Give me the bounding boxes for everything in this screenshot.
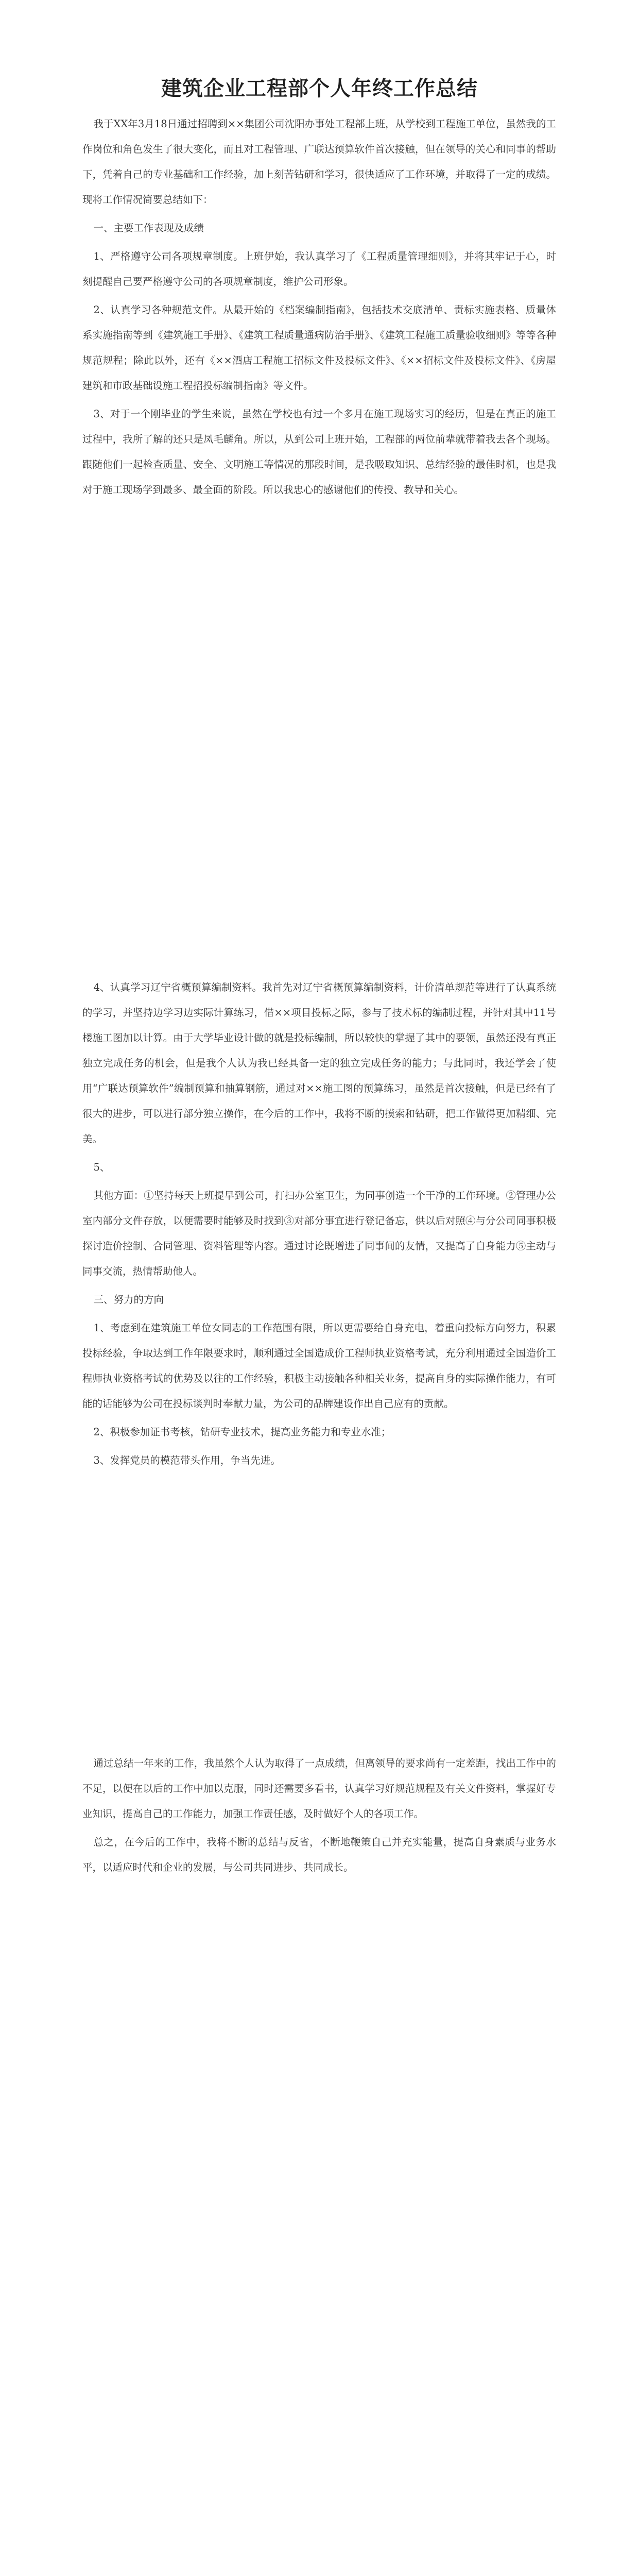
- paragraph-other: 其他方面：①坚持每天上班提早到公司，打扫办公室卫生，为同事创造一个干净的工作环境。②管理办公室内部分文件存放，以便需要时能够及时找到③对部分事宜进行登记备忘，供以后对照④与分公司同事积极探讨造价控制、合同管理、资料管理等内容。通过讨论既增进了同事间的友情，又提高了自身能力⑤主动与同事交流，热情帮助他人。: [82, 1190, 556, 1277]
- paragraph-item-1: 1、严格遵守公司各项规章制度。上班伊始，我认真学习了《工程质量管理细则》，并将其牢记于心，时刻提醒自己要严格遵守公司的各项规章制度，维护公司形象。: [82, 250, 556, 287]
- paragraph-intro: 我于XX年3月18日通过招聘到××集团公司沈阳办事处工程部上班，从学校到工程施工单位，虽然我的工作岗位和角色发生了很大变化，而且对工程管理、广联达预算软件首次接触，但在领导的关心和同事的帮助下，凭着自己的专业基础和工作经验，加上刻苦钻研和学习，很快适应了工作环境，并取得了一定的成绩。现将工作情况简要总结如下：: [82, 118, 556, 206]
- paragraph-item-4: 4、认真学习辽宁省概预算编制资料。我首先对辽宁省概预算编制资料，计价清单规范等进行了认真系统的学习，并坚持边学习边实际计算练习，借××项目投标之际，参与了技术标的编制过程，并针对其中11号楼施工图加以计算。由于大学毕业设计做的就是投标编制，所以较快的掌握了其中的要领，虽然还没有真正独立完成任务的机会，但是我个人认为我已经具备一定的独立完成任务的能力；与此同时，我还学会了使用“广联达预算软件”编制预算和抽算钢筋，通过对××施工图的预算练习，虽然是首次接触，但是已经有了很大的进步，可以进行部分独立操作，在今后的工作中，我将不断的摸索和钻研，把工作做得更加精细、完美。: [82, 981, 556, 1145]
- heading-direction: 三、努力的方向: [93, 1294, 164, 1306]
- section-intro: [82, 111, 556, 502]
- paragraph-closing: 总之，在今后的工作中，我将不断的总结与反省，不断地鞭策自己并充实能量，提高自身素质与业务水平，以适应时代和企业的发展，与公司共同进步、共同成长。: [82, 1836, 556, 1873]
- paragraph-item-2: 2、认真学习各种规范文件。从最开始的《档案编制指南》，包括技术交底清单、责标实施表格、质量体系实施指南等到《建筑施工手册》、《建筑工程质量通病防治手册》、《建筑工程施工质量验收细则》等等各种规范规程；除此以外，还有《××酒店工程施工招标文件及投标文件》、《××招标文件及投标文件》、《房屋建筑和市政基础设施工程招投标编制指南》等文件。: [82, 304, 556, 392]
- document-title: 建筑企业工程部个人年终工作总结: [161, 76, 478, 100]
- heading-main-work: 一、主要工作表现及成绩: [93, 222, 204, 234]
- paragraph-summary: 通过总结一年来的工作，我虽然个人认为取得了一点成绩，但离领导的要求尚有一定差距，找出工作中的不足，以便在以后的工作中加以克服，同时还需要多看书，认真学习好规范规程及有关文件资料，掌握好专业知识，提高自己的工作能力，加强工作责任感，及时做好个人的各项工作。: [82, 1757, 556, 1820]
- paragraph-direction-2: 2、积极参加证书考核，钻研专业技术，提高业务能力和专业水准；: [93, 1426, 391, 1438]
- section-conclusion: [82, 1751, 556, 1880]
- paragraph-item-3: 3、对于一个刚毕业的学生来说，虽然在学校也有过一个多月在施工现场实习的经历，但是在真正的施工过程中，我所了解的还只是凤毛麟角。所以，从到公司上班开始，工程部的两位前辈就带着我去各个现场。跟随他们一起检查质量、安全、文明施工等情况的那段时间，是我吸取知识、总结经验的最佳时机，也是我对于施工现场学到最多、最全面的阶段。所以我忠心的感谢他们的传授、教导和关心。: [82, 408, 556, 496]
- paragraph-direction-3: 3、发挥党员的模范带头作用，争当先进。: [93, 1454, 281, 1466]
- paragraph-direction-1: 1、考虑到在建筑施工单位女同志的工作范围有限，所以更需要给自身充电，着重向投标方向努力，积累投标经验，争取达到工作年限要求时，顺利通过全国造成价工程师执业资格考试，充分利用通过全国造价工程师执业资格考试的优势及以往的工作经验，积极主动接触各种相关业务，提高自身的实际操作能力，有可能的话能够为公司在投标谈判时奉献力量，为公司的品牌建设作出自己应有的贡献。: [82, 1322, 556, 1410]
- section-middle: [82, 975, 556, 1473]
- paragraph-item-5: 5、: [93, 1161, 110, 1173]
